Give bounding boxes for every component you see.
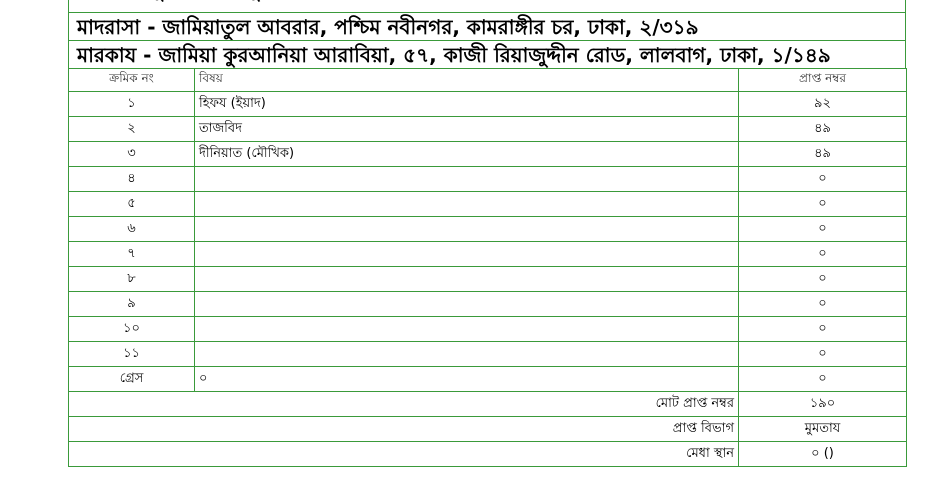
marks-cell: ০ bbox=[739, 167, 907, 192]
serial-cell: ২ bbox=[69, 117, 195, 142]
subject-cell bbox=[195, 167, 739, 192]
serial-cell: ৮ bbox=[69, 267, 195, 292]
division-label: প্রাপ্ত বিভাগ bbox=[69, 417, 739, 442]
total-row bbox=[69, 392, 907, 417]
marks-cell: ০ bbox=[739, 267, 907, 292]
subject-cell bbox=[195, 317, 739, 342]
subject-cell bbox=[195, 217, 739, 242]
subject-cell bbox=[195, 292, 739, 317]
marks-cell: ০ bbox=[739, 217, 907, 242]
marks-cell: ০ bbox=[739, 242, 907, 267]
serial-cell: ১১ bbox=[69, 342, 195, 367]
table-row bbox=[69, 342, 907, 367]
subject-cell bbox=[195, 267, 739, 292]
total-label: মোট প্রাপ্ত নম্বর bbox=[69, 392, 739, 417]
serial-cell: ৪ bbox=[69, 167, 195, 192]
table-body bbox=[69, 92, 907, 467]
serial-cell: ৯ bbox=[69, 292, 195, 317]
serial-cell: ৬ bbox=[69, 217, 195, 242]
subject-cell bbox=[195, 192, 739, 217]
table-row bbox=[69, 142, 907, 167]
marks-cell: ০ bbox=[739, 317, 907, 342]
table-row bbox=[69, 92, 907, 117]
table-row bbox=[69, 167, 907, 192]
marks-cell: ০ bbox=[739, 367, 907, 392]
table-row bbox=[69, 292, 907, 317]
result-sheet bbox=[68, 0, 906, 467]
serial-cell: ৩ bbox=[69, 142, 195, 167]
table-row bbox=[69, 117, 907, 142]
marks-cell: ৪৯ bbox=[739, 117, 907, 142]
serial-cell: ১০ bbox=[69, 317, 195, 342]
student-name-line bbox=[68, 0, 906, 12]
serial-cell: ৭ bbox=[69, 242, 195, 267]
subject-cell: হিফয (ইয়াদ) bbox=[195, 92, 739, 117]
serial-cell: ৫ bbox=[69, 192, 195, 217]
subject-cell: ০ bbox=[195, 367, 739, 392]
marks-cell: ৪৯ bbox=[739, 142, 907, 167]
col-header-subject: বিষয় bbox=[195, 69, 739, 92]
col-header-serial: ক্রমিক নং bbox=[69, 69, 195, 92]
table-row bbox=[69, 192, 907, 217]
markaz-line: মারকায - জামিয়া কুরআনিয়া আরাবিয়া, ৫৭, কাজী রিয়াজুদ্দীন রোড, লালবাগ, ঢাকা, ১/১৪৯ bbox=[68, 40, 906, 68]
subject-cell bbox=[195, 242, 739, 267]
merit-value: ০ () bbox=[739, 442, 907, 467]
marks-cell: ০ bbox=[739, 192, 907, 217]
table-row bbox=[69, 267, 907, 292]
table-row bbox=[69, 217, 907, 242]
subject-cell bbox=[195, 342, 739, 367]
table-row bbox=[69, 242, 907, 267]
marks-cell: ০ bbox=[739, 292, 907, 317]
serial-cell: ১ bbox=[69, 92, 195, 117]
merit-label: মেধা স্থান bbox=[69, 442, 739, 467]
division-value: মুমতায bbox=[739, 417, 907, 442]
table-row bbox=[69, 317, 907, 342]
marks-cell: ৯২ bbox=[739, 92, 907, 117]
total-value: ১৯০ bbox=[739, 392, 907, 417]
table-header-row bbox=[69, 69, 907, 92]
table-row bbox=[69, 367, 907, 392]
marks-table bbox=[68, 68, 907, 467]
subject-cell: দীনিয়াত (মৌখিক) bbox=[195, 142, 739, 167]
merit-row bbox=[69, 442, 907, 467]
subject-cell: তাজবিদ bbox=[195, 117, 739, 142]
col-header-marks: প্রাপ্ত নম্বর bbox=[739, 69, 907, 92]
marks-cell: ০ bbox=[739, 342, 907, 367]
serial-cell: গ্রেস bbox=[69, 367, 195, 392]
madrasa-line: মাদরাসা - জামিয়াতুল আবরার, পশ্চিম নবীনগর, কামরাঙ্গীর চর, ঢাকা, ২/৩১৯ bbox=[68, 12, 906, 40]
division-row bbox=[69, 417, 907, 442]
